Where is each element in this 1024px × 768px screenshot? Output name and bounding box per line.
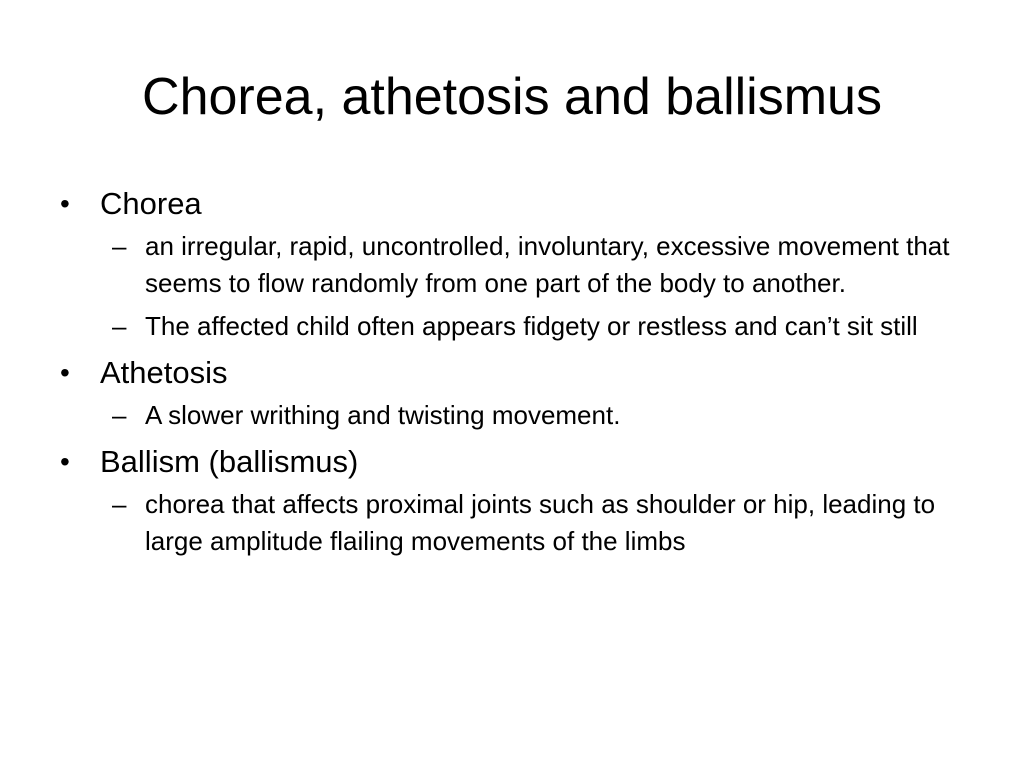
bullet-item-ballism [60, 440, 980, 484]
bullet-label: Chorea [100, 186, 202, 221]
bullet-icon: • [60, 188, 70, 219]
dash-icon: – [112, 231, 127, 261]
sub-list-athetosis [60, 397, 980, 434]
sub-item-text: The affected child often appears fidgety or restless and can’t sit still [145, 311, 918, 341]
bullet-label: Ballism (ballismus) [100, 444, 359, 479]
slide-content [60, 182, 980, 566]
sub-list-ballism [60, 486, 980, 560]
bullet-icon: • [60, 357, 70, 388]
bullet-label: Athetosis [100, 355, 228, 390]
sub-item-text: A slower writhing and twisting movement. [145, 400, 621, 430]
sub-item [60, 228, 980, 302]
sub-item-text: chorea that affects proximal joints such as shoulder or hip, leading to large amplitude flailing movements of the limbs [145, 489, 936, 556]
dash-icon: – [112, 489, 127, 519]
bullet-item-athetosis [60, 351, 980, 395]
sub-list-chorea [60, 228, 980, 345]
dash-icon: – [112, 311, 127, 341]
dash-icon: – [112, 400, 127, 430]
sub-item [60, 397, 980, 434]
slide-title: Chorea, athetosis and ballismus [142, 68, 882, 126]
sub-item [60, 308, 980, 345]
bullet-icon: • [60, 446, 70, 477]
sub-item-text: an irregular, rapid, uncontrolled, involuntary, excessive movement that seems to flow randomly from one part of the body to another. [145, 231, 950, 298]
sub-item [60, 486, 980, 560]
bullet-item-chorea [60, 182, 980, 226]
